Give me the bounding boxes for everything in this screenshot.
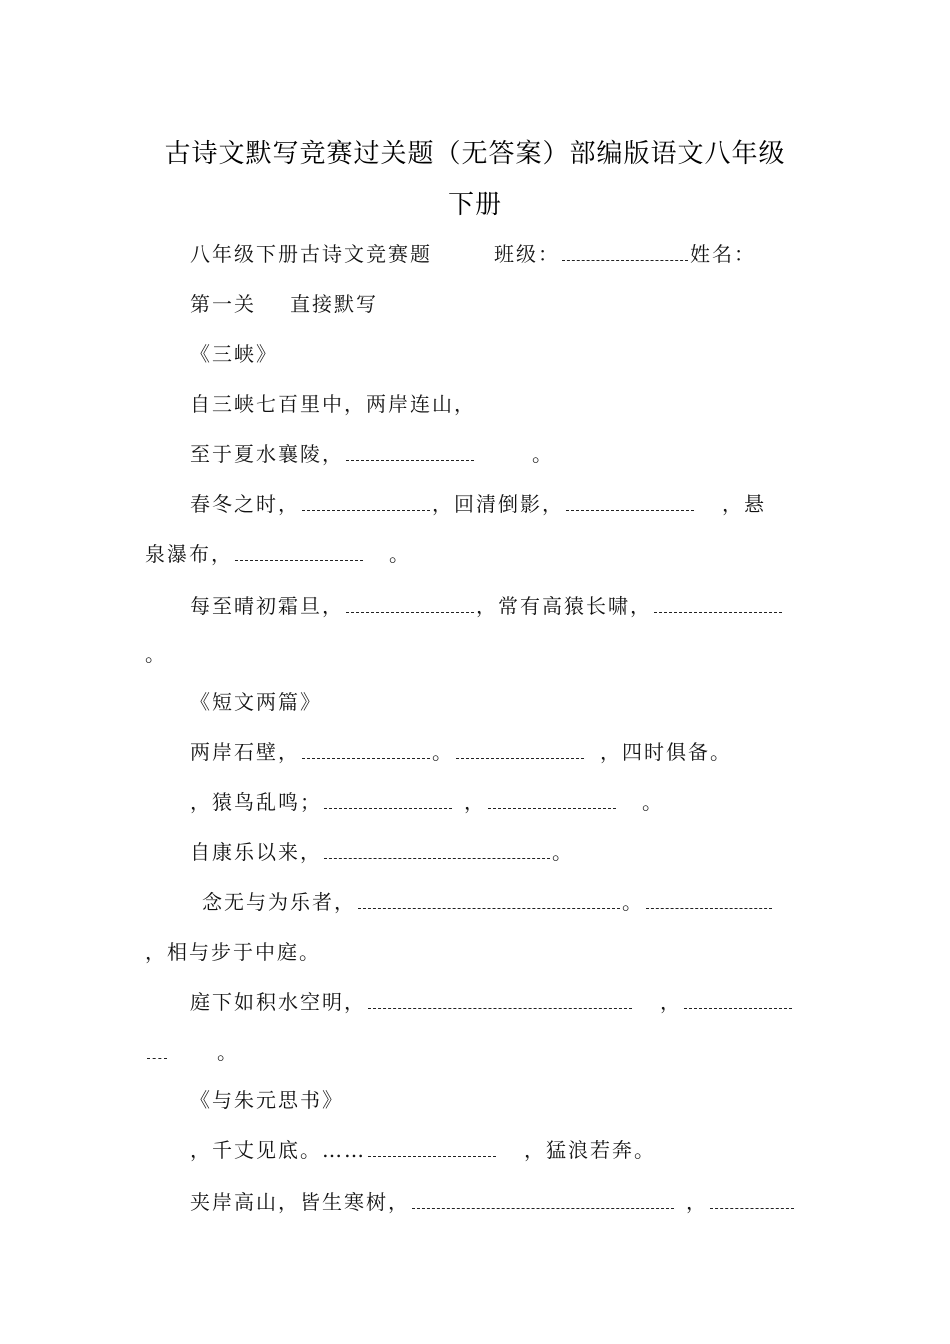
- class-label: 班级：: [494, 242, 560, 266]
- poem-title-duanwen: 《短文两篇》: [190, 690, 322, 714]
- document-title: 古诗文默写竞赛过关题（无答案）部编版语文八年级: [164, 139, 786, 169]
- answer-blank[interactable]: [302, 744, 430, 759]
- text-line: 春冬之时， ，回清倒影， ，悬: [190, 492, 766, 516]
- class-blank[interactable]: [562, 246, 688, 261]
- section-label: 第一关: [190, 292, 256, 316]
- section-name: 直接默写: [290, 292, 378, 316]
- answer-blank[interactable]: [324, 844, 550, 859]
- answer-blank[interactable]: [302, 496, 430, 511]
- text-line: ，猿鸟乱鸣； ， 。: [190, 790, 664, 814]
- exam-header: [190, 238, 855, 267]
- answer-blank[interactable]: [412, 1194, 674, 1209]
- text-line: 至于夏水襄陵， 。: [190, 442, 554, 466]
- poem-title-zhuyuansi: 《与朱元思书》: [190, 1088, 344, 1112]
- poem-title-sanxia: 《三峡》: [190, 342, 278, 366]
- text-line: 念无与为乐者， 。: [202, 886, 867, 915]
- answer-blank[interactable]: [684, 994, 792, 1009]
- text-line: 夹岸高山，皆生寒树， ，: [190, 1186, 855, 1215]
- exam-name: 八年级下册古诗文竞赛题: [190, 242, 432, 266]
- text-line: 。: [145, 1036, 810, 1065]
- text-line: 两岸石壁， 。 ，四时俱备。: [190, 740, 732, 764]
- answer-blank[interactable]: [654, 598, 782, 613]
- answer-blank[interactable]: [488, 794, 616, 809]
- text-line: 每至晴初霜旦， ，常有高猿长啸，: [190, 590, 855, 619]
- answer-blank[interactable]: [456, 744, 584, 759]
- document-title-line2: 下册: [447, 190, 502, 220]
- text-line: 庭下如积水空明， ，: [190, 986, 855, 1015]
- answer-blank[interactable]: [324, 794, 452, 809]
- answer-blank[interactable]: [710, 1194, 794, 1209]
- text-line: 自三峡七百里中，两岸连山，: [190, 392, 476, 416]
- answer-blank[interactable]: [235, 546, 363, 561]
- text-line: 泉瀑布， 。: [145, 542, 411, 566]
- answer-blank[interactable]: [368, 1142, 496, 1157]
- answer-blank[interactable]: [147, 1044, 167, 1059]
- answer-blank[interactable]: [368, 994, 632, 1009]
- answer-blank[interactable]: [646, 894, 772, 909]
- text-line: ，相与步于中庭。: [145, 940, 321, 964]
- answer-blank[interactable]: [346, 446, 474, 461]
- answer-blank[interactable]: [566, 496, 694, 511]
- answer-blank[interactable]: [346, 598, 474, 613]
- answer-blank[interactable]: [358, 894, 620, 909]
- text-line: ，千丈见底。…… ，猛浪若奔。: [190, 1138, 656, 1162]
- name-label: 姓名：: [690, 242, 756, 266]
- text-line: 。: [145, 642, 167, 666]
- text-line: 自康乐以来， 。: [190, 840, 574, 864]
- section-heading: [190, 288, 855, 317]
